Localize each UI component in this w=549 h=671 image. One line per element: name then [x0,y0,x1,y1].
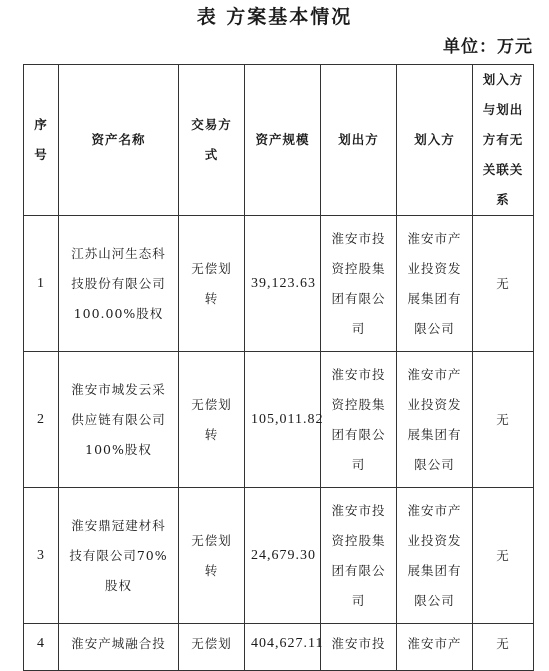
row-related: 无 [473,352,534,488]
header-asset-name: 资产名称 [59,65,179,216]
row-transferor: 淮安市投资控股集团有限公司 [321,216,397,352]
row-scale: 404,627.11 [245,624,321,671]
header-index: 序号 [24,65,59,216]
row-method: 无偿划转 [179,352,245,488]
table-row [24,352,534,488]
row-asset-name: 淮安鼎冠建材科技有限公司70%股权 [59,488,179,624]
row-related: 无 [473,624,534,671]
unit-label: 单位：万元 [443,37,533,57]
row-transferee: 淮安市产业投资发展集团有限公司 [397,488,473,624]
row-transferee: 淮安市产 [397,624,473,671]
table-row [24,624,534,671]
row-method: 无偿划转 [179,216,245,352]
row-asset-name: 淮安市城发云采供应链有限公司100%股权 [59,352,179,488]
row-related: 无 [473,488,534,624]
row-transferor: 淮安市投 [321,624,397,671]
table-header-row [24,65,534,216]
row-transferor: 淮安市投资控股集团有限公司 [321,352,397,488]
table-row [24,488,534,624]
document-title: 表 方案基本情况 [196,6,353,28]
row-asset-name: 江苏山河生态科技股份有限公司100.00%股权 [59,216,179,352]
row-index: 4 [24,624,59,671]
row-index: 3 [24,488,59,624]
header-related: 划入方与划出方有无关联关系 [473,65,534,216]
row-scale: 39,123.63 [245,216,321,352]
header-method: 交易方式 [179,65,245,216]
row-transferor: 淮安市投资控股集团有限公司 [321,488,397,624]
table-row [24,216,534,352]
row-transferee: 淮安市产业投资发展集团有限公司 [397,352,473,488]
row-index: 1 [24,216,59,352]
row-asset-name: 淮安产城融合投 [59,624,179,671]
header-transferee: 划入方 [397,65,473,216]
row-scale: 24,679.30 [245,488,321,624]
row-method: 无偿划转 [179,488,245,624]
header-scale: 资产规模 [245,65,321,216]
row-index: 2 [24,352,59,488]
row-scale: 105,011.82 [245,352,321,488]
row-transferee: 淮安市产业投资发展集团有限公司 [397,216,473,352]
row-method: 无偿划 [179,624,245,671]
header-transferor: 划出方 [321,65,397,216]
plan-table [23,64,534,671]
row-related: 无 [473,216,534,352]
